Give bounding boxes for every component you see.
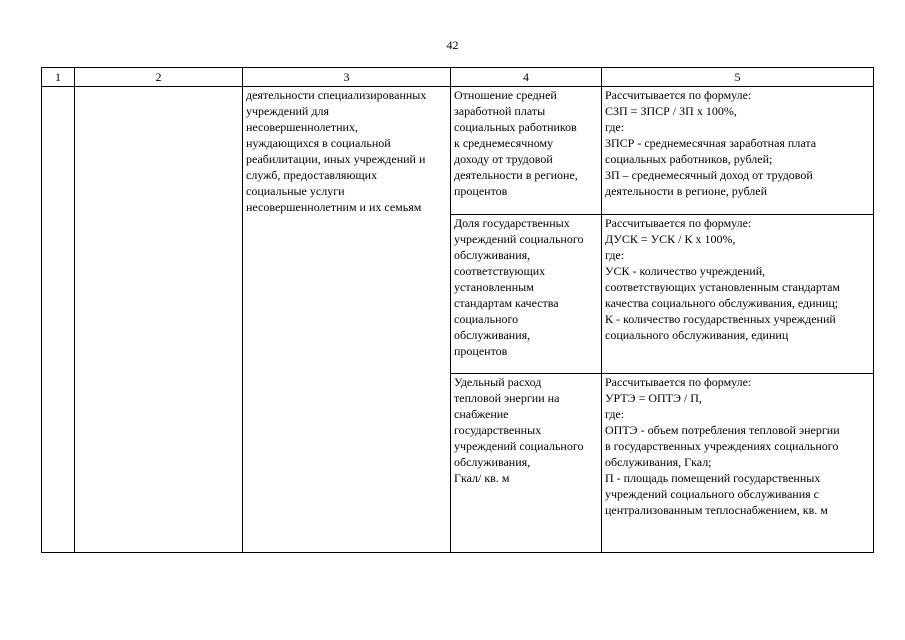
- column-1-cell: [42, 87, 75, 553]
- column-2-cell: [75, 87, 243, 553]
- column-header-5: 5: [602, 68, 874, 87]
- column-header-3: 3: [243, 68, 451, 87]
- formula-cell: Рассчитывается по формуле: УРТЭ = ОПТЭ / П, где: ОПТЭ - объем потребления тепловой энергии в государственных учреждениях социального обслуживания, Гкал; П - площадь помещений государственных учреждений социального обслуживания с централизованным теплоснабжением, кв. м: [602, 374, 874, 553]
- indicator-cell: Удельный расход тепловой энергии на снабжение государственных учреждений социального обслуживания, Гкал/ кв. м: [451, 374, 602, 553]
- table-row: [42, 87, 874, 215]
- column-header-4: 4: [451, 68, 602, 87]
- column-header-2: 2: [75, 68, 243, 87]
- activity-description-cell: деятельности специализированных учреждений для несовершеннолетних, нуждающихся в социальной реабилитации, иных учреждений и служб, предоставляющих социальные услуги несовершеннолетним и их семьям: [243, 87, 451, 553]
- table-header-row: [42, 68, 874, 87]
- formula-cell: Рассчитывается по формуле: СЗП = ЗПСР / ЗП х 100%, где: ЗПСР - среднемесячная заработная плата социальных работников, рублей; ЗП – среднемесячный доход от трудовой деятельности в регионе, рублей: [602, 87, 874, 215]
- formula-cell: Рассчитывается по формуле: ДУСК = УСК / К х 100%, где: УСК - количество учреждений, соответствующих установленным стандартам качества социального обслуживания, единиц; К - количество государственных учреждений социального обслуживания, единиц: [602, 215, 874, 374]
- indicator-cell: Отношение средней заработной платы социальных работников к среднемесячному доходу от трудовой деятельности в регионе, процентов: [451, 87, 602, 215]
- page-number: 42: [446, 38, 459, 52]
- column-header-1: 1: [42, 68, 75, 87]
- document-table: [41, 67, 874, 553]
- indicator-cell: Доля государственных учреждений социального обслуживания, соответствующих установленным стандартам качества социального обслуживания, процентов: [451, 215, 602, 374]
